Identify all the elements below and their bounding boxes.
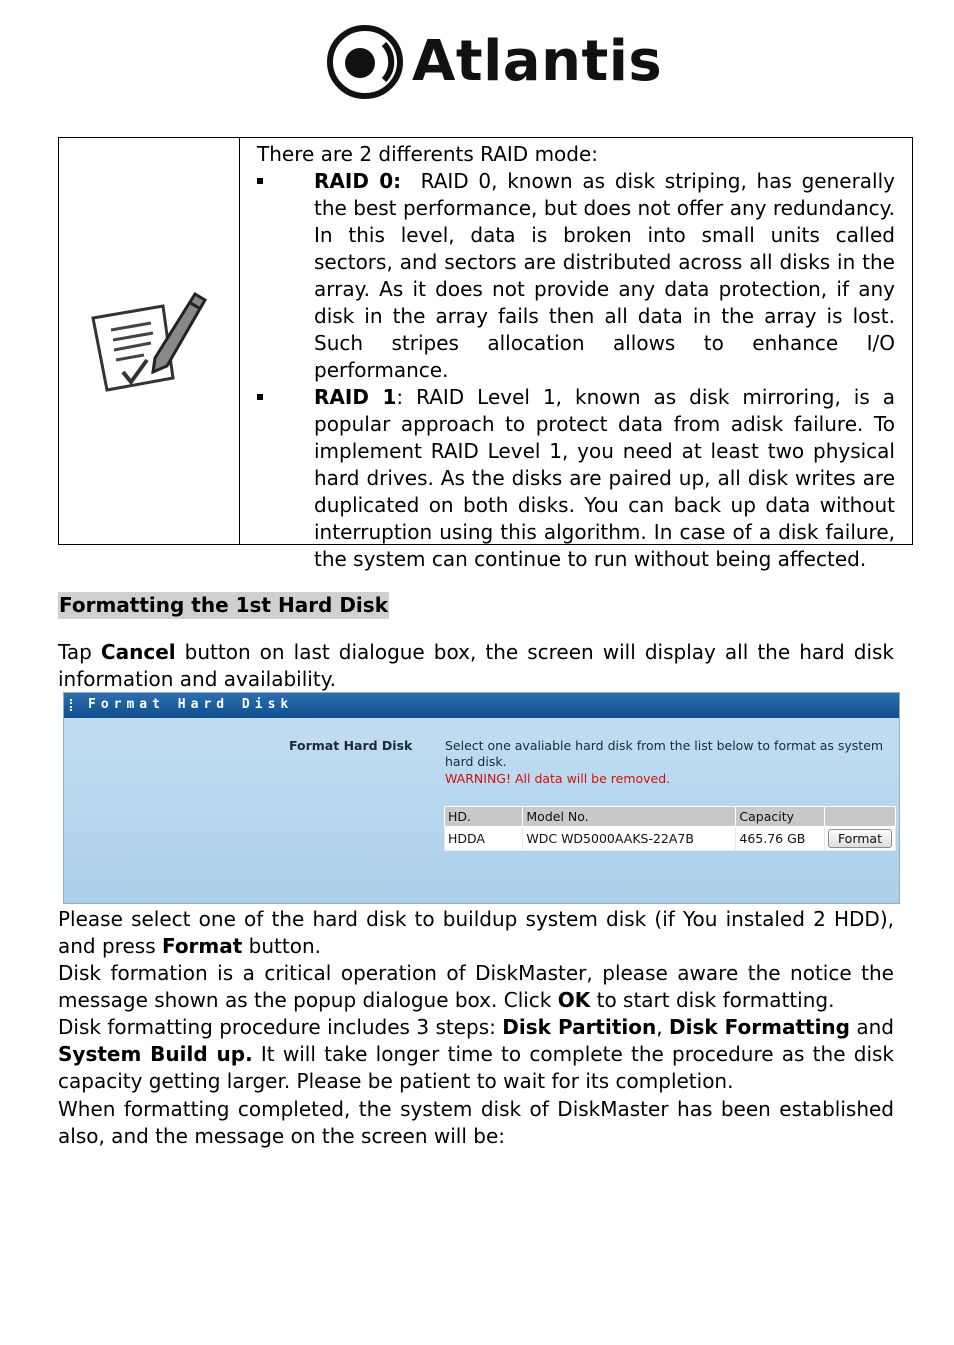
- raid1-title: RAID 1: [314, 385, 397, 409]
- text-run: Tap: [58, 640, 101, 664]
- screenshot-title: Format Hard Disk: [88, 697, 294, 712]
- col-capacity: Capacity: [736, 807, 825, 827]
- paragraph-cancel: [58, 639, 894, 693]
- cell-action: [824, 827, 895, 851]
- text-run: It will take longer time to complete the procedure as the disk capacity getting larger. Please be patient to wait for its completion.: [58, 1042, 895, 1093]
- text-run: Please select one of the hard disk to buildup system disk (if You instaled 2 HDD), and press: [58, 907, 894, 958]
- cell-capacity: 465.76 GB: [736, 827, 825, 851]
- text-run: and: [849, 1015, 894, 1039]
- logo-mark-icon: [326, 24, 404, 100]
- col-hd: HD.: [445, 807, 523, 827]
- note-intro: There are 2 differents RAID mode:: [257, 142, 599, 166]
- raid0-title: RAID 0:: [314, 169, 402, 193]
- text-run: Disk formatting procedure includes 3 steps:: [58, 1015, 503, 1039]
- table-row[interactable]: [445, 827, 896, 851]
- note-box: [58, 137, 913, 571]
- format-warning: WARNING! All data will be removed.: [445, 771, 671, 786]
- section-heading: Formatting the 1st Hard Disk: [59, 593, 388, 617]
- format-button[interactable]: Format: [828, 829, 892, 848]
- paragraph-critical: [58, 960, 894, 1014]
- format-description: Select one avaliable hard disk from the list below to format as system hard disk.: [445, 738, 884, 769]
- cell-hd: HDDA: [445, 827, 523, 851]
- paragraph-select: [58, 906, 894, 960]
- text-run: button on last dialogue box, the screen will display all the hard disk information and availability.: [58, 640, 894, 691]
- disk-formatting-term: Disk Formatting: [669, 1015, 850, 1039]
- text-run: to start disk formatting.: [590, 988, 835, 1012]
- col-action: [824, 807, 895, 827]
- cancel-term: Cancel: [100, 640, 176, 664]
- note-content: [257, 141, 895, 573]
- format-hard-disk-screenshot: [63, 692, 900, 904]
- bullet-square-icon: [257, 178, 263, 184]
- brand-logo: [326, 24, 663, 100]
- logo-text: Atlantis: [412, 29, 663, 94]
- raid0-text: RAID 0, known as disk striping, has generally the best performance, but does not offer any redundancy. In this level, data is broken into small units called sectors, and sectors are distributed across all disks in the array. As it does not provide any data protection, if any disk in the array fails then all data in the array is lost. Such stripes allocation allows to enhance I/O performance.: [314, 169, 896, 382]
- format-term: Format: [161, 934, 243, 958]
- disk-table-header: [445, 807, 896, 827]
- system-build-term: System Build up.: [58, 1042, 253, 1066]
- raid0-bullet: [257, 168, 895, 384]
- screenshot-title-bar: [64, 693, 899, 718]
- cell-model: WDC WD5000AAKS-22A7B: [523, 827, 736, 851]
- format-label: Format Hard Disk: [289, 738, 413, 753]
- text-run: ,: [656, 1015, 669, 1039]
- title-bar-grip-icon: [70, 699, 75, 711]
- raid1-bullet: [257, 384, 895, 573]
- text-run: Disk formation is a critical operation of DiskMaster, please aware the notice the message shown as the popup dialogue box. Click: [58, 961, 894, 1012]
- paragraph-completed: When formatting completed, the system disk of DiskMaster has been established also, and the message on the screen will be:: [58, 1097, 894, 1148]
- note-pencil-icon: [89, 286, 209, 398]
- paragraph-steps: [58, 1014, 894, 1095]
- disk-partition-term: Disk Partition: [502, 1015, 657, 1039]
- raid1-text: : RAID Level 1, known as disk mirroring, is a popular approach to protect data from adisk failure. To implement RAID Level 1, you need at least two physical hard drives. As the disks are paired up, all disk writes are duplicated on both disks. You can back up data without interruption using this algorithm. In case of a disk failure, the system can continue to run without being affected.: [314, 385, 895, 571]
- note-icon-cell: [59, 138, 240, 544]
- disk-table: [444, 806, 896, 851]
- col-model: Model No.: [523, 807, 736, 827]
- bullet-square-icon: [257, 394, 263, 400]
- ok-term: OK: [557, 988, 591, 1012]
- text-run: button.: [242, 934, 322, 958]
